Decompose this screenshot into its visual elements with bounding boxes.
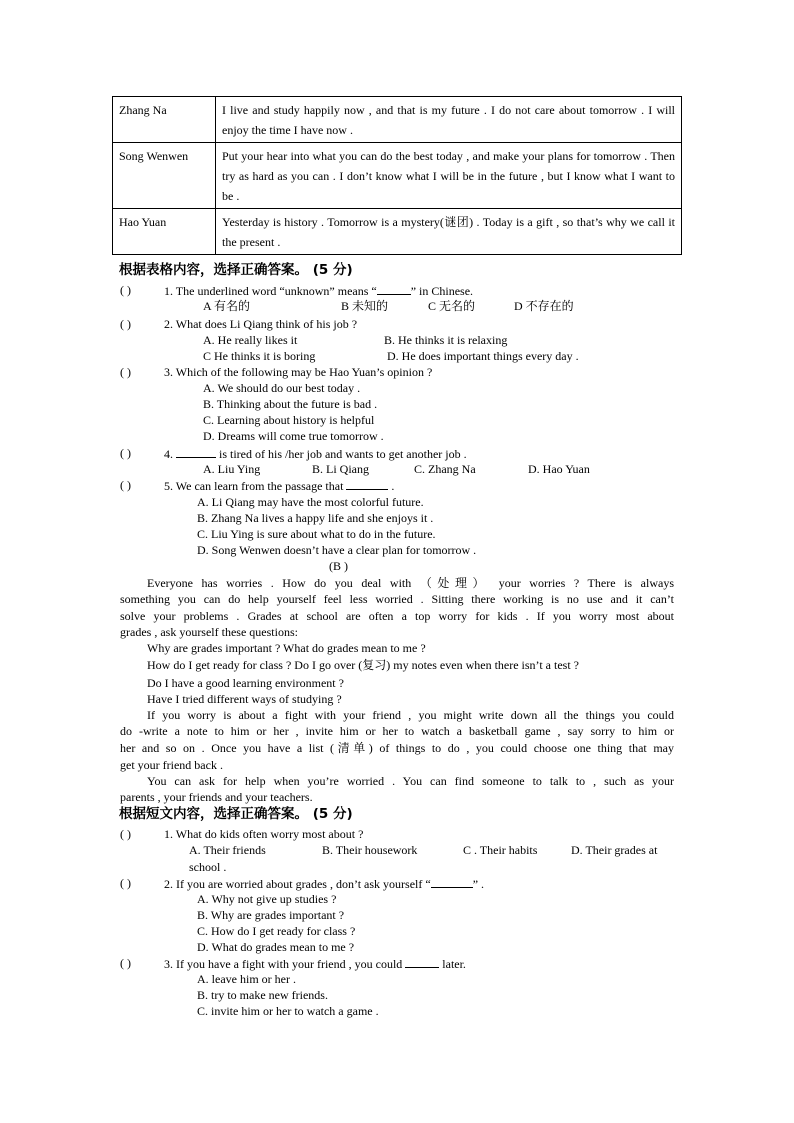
- option-c[interactable]: C He thinks it is boring: [203, 349, 316, 363]
- answer-blank[interactable]: [346, 477, 388, 490]
- question-text: is tired of his /her job and wants to get another job .: [219, 447, 467, 461]
- question-number: 4.: [164, 447, 173, 461]
- question-text: 1. The underlined word “unknown” means “: [164, 284, 377, 298]
- option-b[interactable]: B. Li Qiang: [312, 462, 369, 476]
- question-2: [164, 875, 484, 892]
- option-d[interactable]: D 不存在的: [514, 299, 574, 313]
- question-5: [164, 477, 394, 494]
- passage-line: do -write a note to him or her , invite him or her to watch a basketball game , say sorry to him or: [120, 724, 674, 738]
- opinions-table: [112, 96, 682, 255]
- question-text: 5. We can learn from the passage that: [164, 479, 344, 493]
- option-b[interactable]: B. He thinks it is relaxing: [384, 333, 508, 347]
- option-b[interactable]: B. Their housework: [322, 843, 418, 857]
- option-a[interactable]: A. He really likes it: [203, 333, 298, 347]
- passage-line: Everyone has worries . How do you deal with （处理） your worries ? There is always: [147, 576, 674, 590]
- question-text-end: later.: [442, 957, 466, 971]
- table-row: [113, 209, 682, 255]
- passage-label: (B ): [329, 559, 348, 573]
- question-2: 2. What does Li Qiang think of his job ?: [164, 317, 358, 331]
- option-c[interactable]: C. Zhang Na: [414, 462, 476, 476]
- option-d[interactable]: D. Hao Yuan: [528, 462, 590, 476]
- table-cell-text: I live and study happily now , and that is my future . I do not care about tomorrow . I will enjoy the time I have now .: [216, 97, 682, 143]
- answer-blank[interactable]: [176, 445, 216, 458]
- option-a[interactable]: A 有名的: [203, 299, 251, 313]
- option-c[interactable]: C . Their habits: [463, 843, 538, 857]
- table-cell-name: Hao Yuan: [113, 209, 216, 255]
- option-a[interactable]: A. Liu Ying: [203, 462, 261, 476]
- option-d[interactable]: D. He does important things every day .: [387, 349, 579, 363]
- question-3: 3. Which of the following may be Hao Yuan’s opinion ?: [164, 365, 433, 379]
- answer-blank[interactable]: [377, 282, 411, 295]
- question-4: [164, 445, 467, 462]
- passage-line: You can ask for help when you’re worried . You can find someone to talk to , such as your: [147, 774, 674, 788]
- option-a[interactable]: A. leave him or her .: [197, 972, 296, 986]
- option-a[interactable]: A. Their friends: [189, 843, 266, 857]
- question-text: 3. If you have a fight with your friend , you could: [164, 957, 403, 971]
- question-1: 1. What do kids often worry most about ?: [164, 827, 364, 841]
- question-text-end: ” .: [472, 877, 485, 891]
- option-b[interactable]: B. Zhang Na lives a happy life and she enjoys it .: [197, 511, 434, 525]
- section-b-heading: 根据短文内容，选择正确答案。 (5 分): [119, 806, 353, 822]
- passage-question: Why are grades important ? What do grades mean to me ?: [147, 641, 426, 655]
- option-c[interactable]: C. How do I get ready for class ?: [197, 924, 356, 938]
- answer-paren[interactable]: ( ): [120, 365, 131, 379]
- passage-line: If you worry is about a fight with your friend , you might write down all the things you could: [147, 708, 674, 722]
- option-b[interactable]: B. Why are grades important ?: [197, 908, 345, 922]
- table-cell-text: Yesterday is history . Tomorrow is a mystery(谜团) . Today is a gift , so that’s why we call it the present .: [216, 209, 682, 255]
- table-row: [113, 97, 682, 143]
- answer-paren[interactable]: ( ): [120, 446, 131, 460]
- option-d[interactable]: D. Song Wenwen doesn’t have a clear plan for tomorrow .: [197, 543, 477, 557]
- answer-blank[interactable]: [405, 955, 439, 968]
- option-b[interactable]: B. try to make new friends.: [197, 988, 328, 1002]
- table-cell-name: Song Wenwen: [113, 143, 216, 209]
- answer-paren[interactable]: ( ): [120, 956, 131, 970]
- question-text-end: ” in Chinese.: [410, 284, 474, 298]
- option-c[interactable]: C. Learning about history is helpful: [203, 413, 375, 427]
- passage-question: Do I have a good learning environment ?: [147, 676, 344, 690]
- passage-line: get your friend back .: [120, 758, 223, 772]
- option-d[interactable]: D. Their grades at: [571, 843, 658, 857]
- answer-paren[interactable]: ( ): [120, 283, 131, 297]
- passage-question: Have I tried different ways of studying ?: [147, 692, 342, 706]
- passage-line: something you can do help yourself feel less worried . Sitting there working is no use and it can’t: [120, 592, 674, 606]
- option-b[interactable]: B 未知的: [341, 299, 389, 313]
- question-text: 2. If you are worried about grades , don’t ask yourself “: [164, 877, 431, 891]
- table-row: [113, 143, 682, 209]
- table-cell-text: Put your hear into what you can do the best today , and make your plans for tomorrow . Then try as hard as you can . I don’t know what I will be in the future , but I know what I want to be .: [216, 143, 682, 209]
- passage-line: parents , your friends and your teachers.: [120, 790, 313, 804]
- option-c[interactable]: C. Liu Ying is sure about what to do in the future.: [197, 527, 436, 541]
- passage-line: her and so on . Once you have a list (清单) of things to do , you could choose one thing that may: [120, 741, 674, 755]
- option-d[interactable]: D. What do grades mean to me ?: [197, 940, 355, 954]
- question-1: [164, 282, 473, 299]
- option-b[interactable]: B. Thinking about the future is bad .: [203, 397, 378, 411]
- passage-question: How do I get ready for class ? Do I go over (复习) my notes even when there isn’t a test ?: [147, 658, 579, 672]
- option-a[interactable]: A. We should do our best today .: [203, 381, 361, 395]
- answer-blank[interactable]: [431, 875, 473, 888]
- answer-paren[interactable]: ( ): [120, 876, 131, 890]
- option-c[interactable]: C 无名的: [428, 299, 476, 313]
- passage-line: solve your problems . Grades at school are often a top worry for kids . If you worry most about: [120, 609, 674, 623]
- section-a-heading: 根据表格内容，选择正确答案。 (5 分): [119, 262, 353, 278]
- answer-paren[interactable]: ( ): [120, 827, 131, 841]
- passage-line: grades , ask yourself these questions:: [120, 625, 298, 639]
- option-a[interactable]: A. Why not give up studies ?: [197, 892, 337, 906]
- option-d-continued: school .: [189, 860, 227, 874]
- answer-paren[interactable]: ( ): [120, 478, 131, 492]
- option-d[interactable]: D. Dreams will come true tomorrow .: [203, 429, 384, 443]
- option-c[interactable]: C. invite him or her to watch a game .: [197, 1004, 379, 1018]
- question-3: [164, 955, 466, 972]
- option-a[interactable]: A. Li Qiang may have the most colorful future.: [197, 495, 424, 509]
- question-text-end: .: [391, 479, 395, 493]
- table-cell-name: Zhang Na: [113, 97, 216, 143]
- answer-paren[interactable]: ( ): [120, 317, 131, 331]
